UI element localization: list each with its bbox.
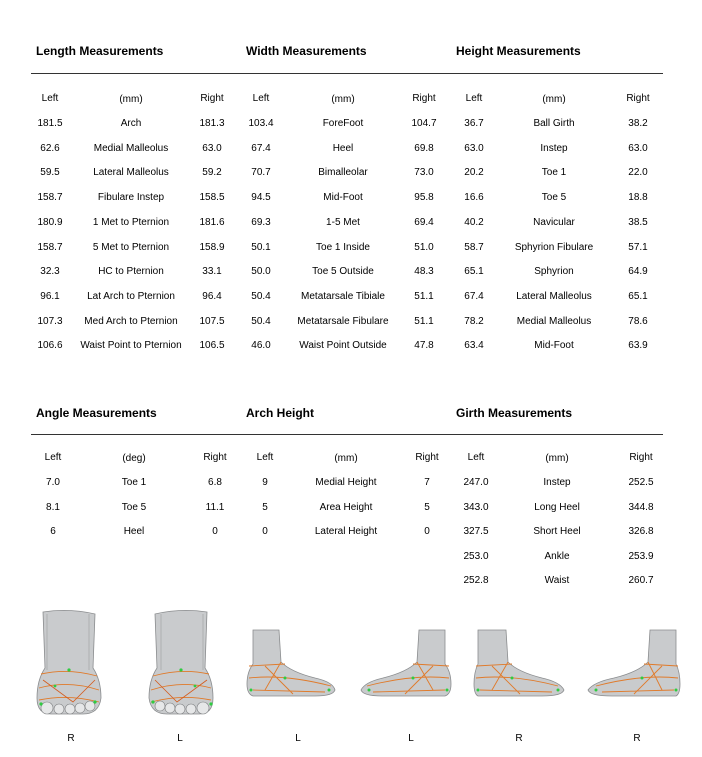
arch-row-left-value: 0 [262, 526, 268, 537]
height-row-left-value: 63.4 [464, 340, 484, 352]
arch-header-left: Left [256, 452, 274, 463]
height-row-left-value: 16.6 [464, 192, 484, 204]
width-row-right-value: 95.8 [414, 192, 434, 204]
arch-row-name: Medial Height [315, 477, 377, 488]
height-row-right-value: 38.5 [628, 216, 648, 228]
girth-row-right-value: 260.7 [628, 575, 654, 586]
height-row-right-value: 63.0 [628, 142, 648, 154]
height-row-name: Toe 5 [541, 192, 567, 204]
height-row-left-value: 67.4 [464, 290, 484, 302]
width-row-name: ForeFoot [322, 118, 364, 129]
width-row-left-value: 50.0 [251, 266, 271, 278]
width-title: Width Measurements [246, 44, 367, 58]
length-row-name: Fibulare Instep [97, 192, 165, 204]
width-header-right: Right [412, 93, 436, 104]
angle-row-right-value: 11.1 [205, 501, 225, 513]
height-row-right-value: 38.2 [628, 118, 648, 129]
angle-row-right-value: 0 [212, 526, 218, 537]
width-row-right-value: 69.8 [414, 142, 434, 154]
width-row-right-value: 73.0 [414, 167, 434, 179]
angle-title: Angle Measurements [36, 406, 157, 420]
arch-row-name: Area Height [319, 501, 373, 513]
angle-header-right: Right [203, 452, 227, 463]
length-row-left-value: 181.5 [37, 118, 63, 129]
girth-title: Girth Measurements [456, 406, 573, 420]
girth-row-name: Long Heel [534, 501, 580, 513]
lateral-side-icon [359, 628, 453, 698]
width-row-right-value: 48.3 [414, 266, 434, 278]
length-row-name: 5 Met to Pternion [92, 241, 170, 253]
girth-row-right-value: 344.8 [628, 501, 654, 513]
width-row-left-value: 70.7 [251, 167, 271, 179]
angle-header-left: Left [44, 452, 62, 463]
length-row-right-value: 158.9 [199, 241, 225, 253]
height-row-left-value: 40.2 [464, 216, 484, 228]
height-row-left-value: 36.7 [464, 118, 484, 129]
foot-side-right-lateral-image [472, 628, 566, 698]
length-row-right-value: 33.1 [202, 266, 222, 278]
girth-row-left-value: 253.0 [463, 550, 489, 562]
height-row-left-value: 58.7 [464, 241, 484, 253]
image-label: R [633, 733, 641, 744]
angle-row-right-value: 6.8 [208, 477, 222, 488]
width-row-name: 1-5 Met [326, 216, 360, 228]
height-row-name: Navicular [533, 216, 575, 228]
width-row-name: Metatarsale Fibulare [297, 315, 389, 327]
length-row-right-value: 59.2 [202, 167, 222, 179]
width-row-name: Metatarsale Tibiale [301, 290, 385, 302]
length-header-right: Right [200, 93, 224, 104]
girth-row-left-value: 252.8 [463, 575, 489, 586]
length-row-name: Lateral Malleolus [93, 167, 169, 179]
width-row-right-value: 47.8 [414, 340, 434, 352]
image-label: R [67, 733, 75, 744]
front-icon [147, 610, 217, 716]
lateral-side-icon [472, 628, 566, 698]
height-row-left-value: 20.2 [464, 167, 484, 179]
arch-row-right-value: 0 [424, 526, 430, 537]
image-label: R [515, 733, 523, 744]
divider-bottom [31, 434, 663, 435]
length-row-right-value: 106.5 [199, 340, 225, 352]
foot-front-right-image [33, 610, 103, 716]
width-row-right-value: 69.4 [414, 216, 434, 228]
length-row-name: HC to Pternion [98, 266, 164, 278]
length-row-right-value: 96.4 [202, 290, 222, 302]
height-row-right-value: 57.1 [628, 241, 648, 253]
height-header-left: Left [465, 93, 483, 104]
height-row-name: Mid-Foot [534, 340, 574, 352]
height-header-unit: (mm) [542, 94, 566, 105]
length-row-right-value: 158.5 [199, 192, 225, 204]
girth-row-name: Short Heel [533, 526, 581, 537]
width-row-left-value: 46.0 [251, 340, 271, 352]
medial-side-icon [586, 628, 682, 698]
width-header-left: Left [252, 93, 270, 104]
length-header-left: Left [41, 93, 59, 104]
divider-top [31, 73, 663, 74]
foot-front-left-image [147, 610, 217, 716]
width-row-left-value: 50.4 [251, 290, 271, 302]
arch-title: Arch Height [246, 406, 315, 420]
height-row-right-value: 65.1 [628, 290, 648, 302]
width-row-name: Waist Point Outside [299, 340, 387, 352]
angle-header-unit: (deg) [122, 453, 146, 464]
girth-row-left-value: 247.0 [463, 477, 489, 488]
foot-side-left-medial-image [245, 628, 337, 698]
length-row-right-value: 181.6 [199, 216, 225, 228]
length-row-right-value: 181.3 [199, 118, 225, 129]
angle-row-name: Toe 5 [121, 501, 147, 513]
width-row-left-value: 50.1 [251, 241, 271, 253]
length-row-name: Medial Malleolus [93, 142, 169, 154]
length-row-left-value: 106.6 [37, 340, 63, 352]
height-row-name: Lateral Malleolus [516, 290, 592, 302]
angle-row-left-value: 7.0 [46, 477, 60, 488]
length-row-left-value: 62.6 [40, 142, 60, 154]
height-row-left-value: 65.1 [464, 266, 484, 278]
height-row-right-value: 64.9 [628, 266, 648, 278]
height-row-name: Sphyrion Fibulare [514, 241, 594, 253]
width-row-right-value: 104.7 [411, 118, 437, 129]
front-icon [33, 610, 103, 716]
width-row-name: Toe 1 Inside [316, 241, 370, 253]
length-row-left-value: 96.1 [40, 290, 60, 302]
length-row-left-value: 158.7 [37, 241, 63, 253]
girth-row-left-value: 343.0 [463, 501, 489, 513]
width-row-name: Toe 5 Outside [312, 266, 374, 278]
width-row-name: Bimalleolar [318, 167, 368, 179]
width-row-left-value: 94.5 [251, 192, 271, 204]
arch-row-left-value: 9 [262, 477, 268, 488]
foot-side-right-medial-image [586, 628, 682, 698]
height-title: Height Measurements [456, 44, 581, 58]
height-row-name: Instep [540, 142, 568, 154]
height-row-name: Sphyrion [534, 266, 574, 278]
length-row-left-value: 158.7 [37, 192, 63, 204]
girth-row-name: Ankle [544, 550, 570, 562]
angle-row-left-value: 8.1 [46, 501, 60, 513]
arch-row-left-value: 5 [262, 501, 268, 513]
height-row-right-value: 63.9 [628, 340, 648, 352]
height-row-right-value: 22.0 [628, 167, 648, 179]
length-row-name: Med Arch to Pternion [84, 315, 178, 327]
medial-side-icon [245, 628, 337, 698]
girth-row-right-value: 253.9 [628, 550, 654, 562]
height-header-right: Right [626, 93, 650, 104]
arch-header-right: Right [415, 452, 439, 463]
girth-row-right-value: 252.5 [628, 477, 654, 488]
width-row-right-value: 51.1 [414, 315, 434, 327]
height-row-right-value: 78.6 [628, 315, 648, 327]
width-row-left-value: 67.4 [251, 142, 271, 154]
height-row-left-value: 78.2 [464, 315, 484, 327]
girth-row-name: Instep [543, 477, 571, 488]
height-row-name: Toe 1 [541, 167, 567, 179]
girth-row-name: Waist [544, 575, 570, 586]
girth-header-unit: (mm) [545, 453, 569, 464]
length-title: Length Measurements [36, 44, 164, 58]
girth-header-left: Left [467, 452, 485, 463]
image-label: L [177, 733, 183, 744]
length-row-left-value: 180.9 [37, 216, 63, 228]
width-row-name: Heel [332, 142, 354, 154]
length-row-left-value: 32.3 [40, 266, 60, 278]
width-row-right-value: 51.0 [414, 241, 434, 253]
angle-row-name: Heel [123, 526, 145, 537]
width-row-left-value: 50.4 [251, 315, 271, 327]
girth-row-left-value: 327.5 [463, 526, 489, 537]
image-label: L [295, 733, 301, 744]
length-row-left-value: 107.3 [37, 315, 63, 327]
arch-header-unit: (mm) [334, 453, 358, 464]
height-row-name: Ball Girth [533, 118, 575, 129]
width-row-right-value: 51.1 [414, 290, 434, 302]
image-label: L [408, 733, 414, 744]
foot-side-left-lateral-image [359, 628, 453, 698]
length-row-right-value: 107.5 [199, 315, 225, 327]
arch-row-right-value: 5 [424, 501, 430, 513]
arch-row-name: Lateral Height [314, 526, 378, 537]
width-row-left-value: 103.4 [248, 118, 274, 129]
arch-row-right-value: 7 [424, 477, 430, 488]
length-row-name: Lat Arch to Pternion [87, 290, 175, 302]
angle-row-name: Toe 1 [121, 477, 147, 488]
width-row-name: Mid-Foot [323, 192, 363, 204]
angle-row-left-value: 6 [50, 526, 56, 537]
length-header-unit: (mm) [119, 94, 143, 105]
girth-row-right-value: 326.8 [628, 526, 654, 537]
width-header-unit: (mm) [331, 94, 355, 105]
length-row-left-value: 59.5 [40, 167, 60, 179]
length-row-name: 1 Met to Pternion [92, 216, 170, 228]
height-row-left-value: 63.0 [464, 142, 484, 154]
length-row-name: Waist Point to Pternion [80, 340, 182, 352]
height-row-name: Medial Malleolus [516, 315, 592, 327]
girth-header-right: Right [629, 452, 653, 463]
length-row-name: Arch [120, 118, 142, 129]
width-row-left-value: 69.3 [251, 216, 271, 228]
length-row-right-value: 63.0 [202, 142, 222, 154]
height-row-right-value: 18.8 [628, 192, 648, 204]
